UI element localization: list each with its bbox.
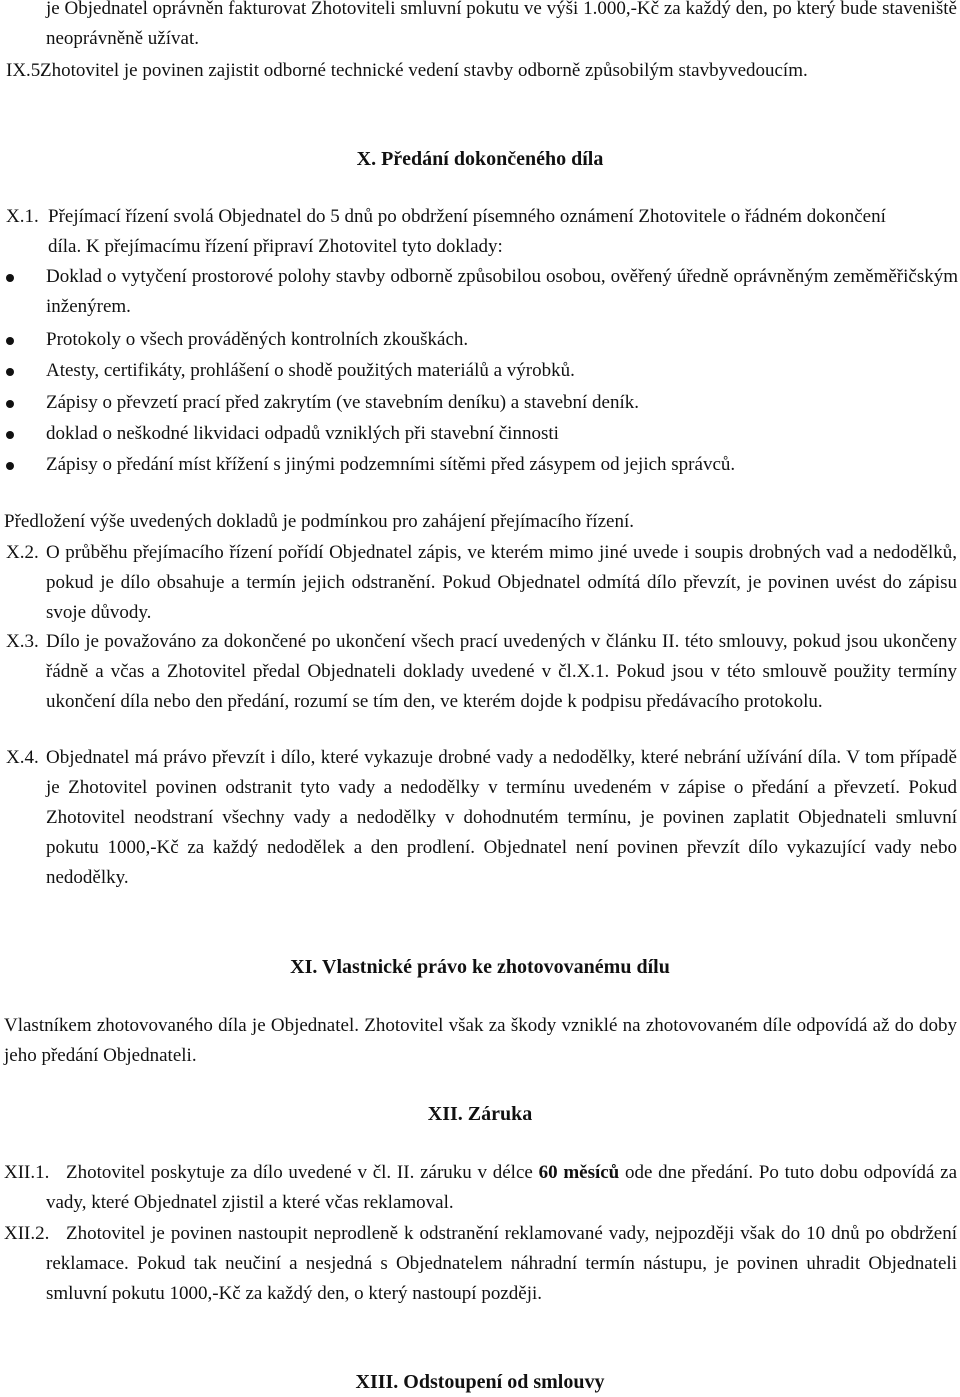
clause-text-part: Zhotovitel poskytuje za dílo uvedené v čl. II. záruku v délce xyxy=(66,1162,539,1183)
bullet-icon xyxy=(6,368,14,376)
clause-text xyxy=(46,1158,957,1218)
list-item-text: Protokoly o všech prováděných kontrolních zkouškách. xyxy=(46,329,469,350)
list-item-text: doklad o neškodné likvidaci odpadů vzniklých při stavební činnosti xyxy=(46,423,559,444)
warranty-period: 60 měsíců xyxy=(538,1162,620,1183)
clause-text: Dílo je považováno za dokončené po ukončení všech prací uvedených v článku II. této smlouvy, pokud jsou ukončeny řádně a včas a Zhotovitel předal Objednateli doklady uvedené v čl.X.1. Pokud jsou v této smlouvě použity termíny ukončení díla nebo den předání, rozumí se tím den, ve kterém dojde k podpisu předávacího protokolu. xyxy=(46,631,957,712)
clause-number: XII.2. xyxy=(4,1223,50,1244)
paragraph-vlastnikem: Vlastníkem zhotovovaného díla je Objednatel. Zhotovitel však za škody vzniklé na zhotovovaném díle odpovídá až do doby jeho předání Objednateli. xyxy=(4,1015,957,1066)
clause-number: X.3. xyxy=(6,631,39,652)
clause-number: XII.1. xyxy=(4,1162,50,1183)
bullet-icon xyxy=(6,431,14,439)
clause-text-part: ode dne předání. Po tuto dobu odpovídá za vady, které Objednatel zjistil a které včas reklamoval. xyxy=(46,1162,958,1213)
clause-text: Přejímací řízení svolá Objednatel do 5 dnů po obdržení písemného oznámení Zhotovitele o řádném dokončení díla. K přejímacímu řízení připraví Zhotovitel tyto doklady: xyxy=(48,206,886,257)
clause-text: Zhotovitel je povinen zajistit odborné technické vedení stavby odborně způsobilým stavbyvedoucím. xyxy=(40,60,808,81)
clause-text: Zhotovitel je povinen nastoupit neprodleně k odstranění reklamované vady, nejpozději však do 10 dnů po obdržení reklamace. Pokud tak neučiní a nesjedná s Objednatelem náhradní termín nástupu, je povinen uhradit Objednateli smluvní pokutu 1000,-Kč za každý den, o který nastoupí později. xyxy=(46,1223,957,1304)
bullet-icon xyxy=(6,274,14,282)
bullet-icon xyxy=(6,462,14,470)
list-item-text: Zápisy o předání míst křížení s jinými podzemními sítěmi před zásypem od jejich správců. xyxy=(46,454,736,475)
section-heading-x: X. Předání dokončeného díla xyxy=(356,148,604,170)
bullet-icon xyxy=(6,337,14,345)
clause-number: IX.5. xyxy=(6,60,46,81)
list-item-text: Atesty, certifikáty, prohlášení o shodě použitých materiálů a výrobků. xyxy=(46,360,575,381)
bullet-icon xyxy=(6,400,14,408)
clause-text: O průběhu přejímacího řízení pořídí Objednatel zápis, ve kterém mimo jiné uvede i soupis drobných vad a nedodělků, pokud je dílo obsahuje a termín jejich odstranění. Pokud Objednatel odmítá dílo převzít, je povinen uvést do zápisu svoje důvody. xyxy=(46,542,957,623)
section-heading-xi: XI. Vlastnické právo ke zhotovovanému dílu xyxy=(290,956,670,978)
section-heading-xii: XII. Záruka xyxy=(427,1103,533,1125)
clause-number: X.1. xyxy=(6,206,39,227)
list-item-text: Zápisy o převzetí prací před zakrytím (ve stavebním deníku) a stavební deník. xyxy=(46,392,640,413)
clause-number: X.4. xyxy=(6,747,39,768)
paragraph-predlozeni: Předložení výše uvedených dokladů je podmínkou pro zahájení přejímacího řízení. xyxy=(4,511,634,532)
clause-text: Objednatel má právo převzít i dílo, které vykazuje drobné vady a nedodělky, které nebrání užívání díla. V tom případě je Zhotovitel povinen odstranit tyto vady a nedodělky v termínu uvedeném v zápise o předání a převzetí. Pokud Zhotovitel neodstraní všechny vady a nedodělky v dohodnutém termínu, je povinen zaplatit Objednateli smluvní pokutu 1000,-Kč za každý nedodělek a den prodlení. Objednatel není povinen převzít dílo vykazující vady nebo nedodělky. xyxy=(46,747,957,888)
section-heading-xiii: XIII. Odstoupení od smlouvy xyxy=(355,1371,605,1393)
clause-number: X.2. xyxy=(6,542,39,563)
paragraph-ix4-tail: je Objednatel oprávněn fakturovat Zhotoviteli smluvní pokutu ve výši 1.000,-Kč za každý den, po který bude staveniště neoprávněně užívat. xyxy=(46,0,957,49)
list-item-text: Doklad o vytyčení prostorové polohy stavby odborně způsobilou osobou, ověřený úředně oprávněným zeměměřičským inženýrem. xyxy=(46,266,958,317)
